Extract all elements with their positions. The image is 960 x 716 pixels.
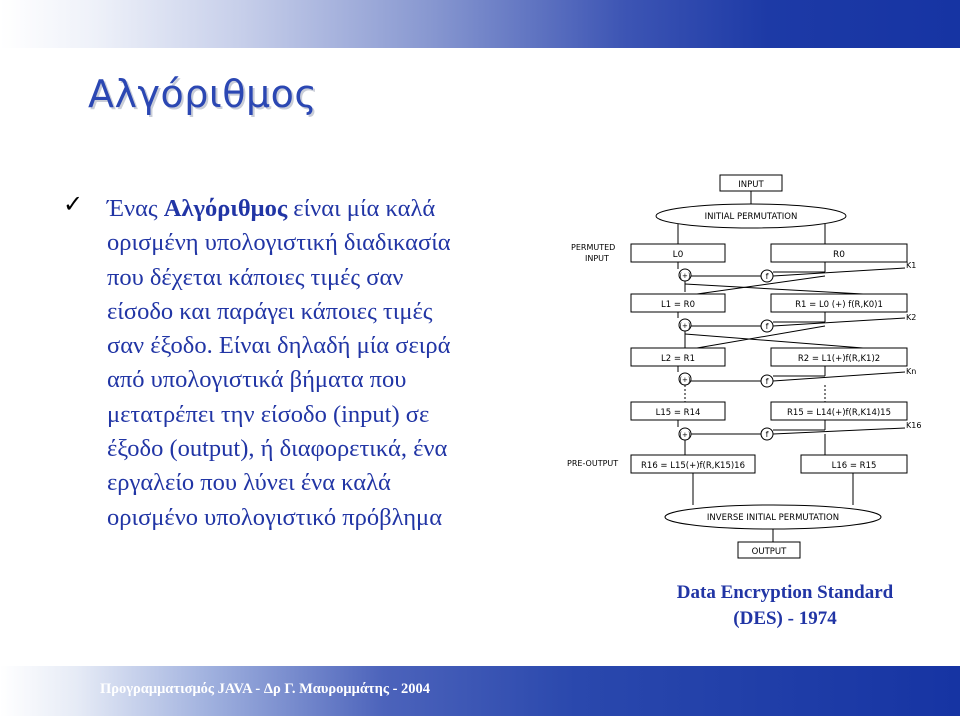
permuted-input-label-1: PERMUTED (571, 243, 616, 252)
algorithm-term: Αλγόριθμος (163, 195, 288, 222)
caption-line-2: (DES) - 1974 (733, 608, 837, 629)
l0-label: L0 (672, 250, 684, 260)
pre-output-label: PRE-OUTPUT (567, 459, 619, 468)
paragraph-suffix: είναι μία καλά (287, 195, 436, 222)
caption-line-1: Data Encryption Standard (676, 582, 894, 603)
r16-label: R16 = L15(+)f(R,K15)16 (641, 461, 745, 471)
paragraph-line: έξοδο (output), ή διαφορετικά, ένα (107, 435, 448, 463)
k2-label: K2 (906, 313, 917, 322)
checkmark-bullet-icon: ✓ (63, 190, 84, 218)
diagram-caption (660, 580, 910, 632)
paragraph-line: ορισμένο υπολογιστικό πρόβλημα (107, 503, 443, 531)
k16-label: K16 (906, 421, 922, 430)
k1-label: K1 (906, 261, 917, 270)
paragraph-line: εργαλείο που λύνει ένα καλά (107, 469, 391, 497)
slide-title: Αλγόριθμος (88, 72, 318, 116)
paragraph-line: μετατρέπει την είσοδο (input) σε (107, 400, 430, 428)
l1-label: L1 = R0 (661, 300, 695, 310)
output-label: OUTPUT (751, 547, 787, 557)
r2-label: R2 = L1(+)f(R,K1)2 (797, 354, 881, 364)
algorithm-definition (107, 192, 567, 535)
r15-label: R15 = L14(+)f(R,K14)15 (787, 408, 891, 418)
input-label: INPUT (738, 180, 764, 190)
kn-label: Kn (906, 367, 917, 376)
footer-text: Προγραμματισμός JAVA - Δρ Γ. Μαυρομμάτης - 2004 (99, 681, 431, 697)
inverse-permutation-label: INVERSE INITIAL PERMUTATION (706, 513, 840, 523)
f-1: f (765, 272, 769, 281)
l15-label: L15 = R14 (655, 408, 701, 418)
xor-16: (+) (679, 431, 691, 439)
f-n: f (765, 377, 769, 386)
r0-label: R0 (833, 250, 845, 260)
f-16: f (765, 430, 769, 439)
l16-label: L16 = R15 (831, 461, 877, 471)
xor-1: (+) (679, 272, 691, 280)
paragraph-line: σαν έξοδο. Είναι δηλαδή μία σειρά (107, 332, 451, 360)
paragraph-line: που δέχεται κάποιες τιμές σαν (107, 263, 404, 291)
paragraph-line: είσοδο και παράγει κάποιες τιμές (107, 297, 433, 325)
r1-label: R1 = L0 (+) f(R,K0)1 (795, 300, 883, 310)
f-2: f (765, 322, 769, 331)
paragraph-prefix: Ένας (107, 195, 164, 222)
paragraph-line: ορισμένη υπολογιστική διαδικασία (107, 229, 451, 257)
permuted-input-label-2: INPUT (585, 254, 609, 263)
des-flow-diagram (563, 172, 923, 572)
top-banner (0, 0, 960, 48)
l2-label: L2 = R1 (661, 354, 695, 364)
xor-n: (+) (679, 376, 691, 384)
xor-2: (+) (679, 322, 691, 330)
paragraph-line-1 (107, 192, 567, 226)
paragraph-line: από υπολογιστικά βήματα που (107, 366, 407, 394)
initial-permutation-label: INITIAL PERMUTATION (704, 212, 798, 222)
